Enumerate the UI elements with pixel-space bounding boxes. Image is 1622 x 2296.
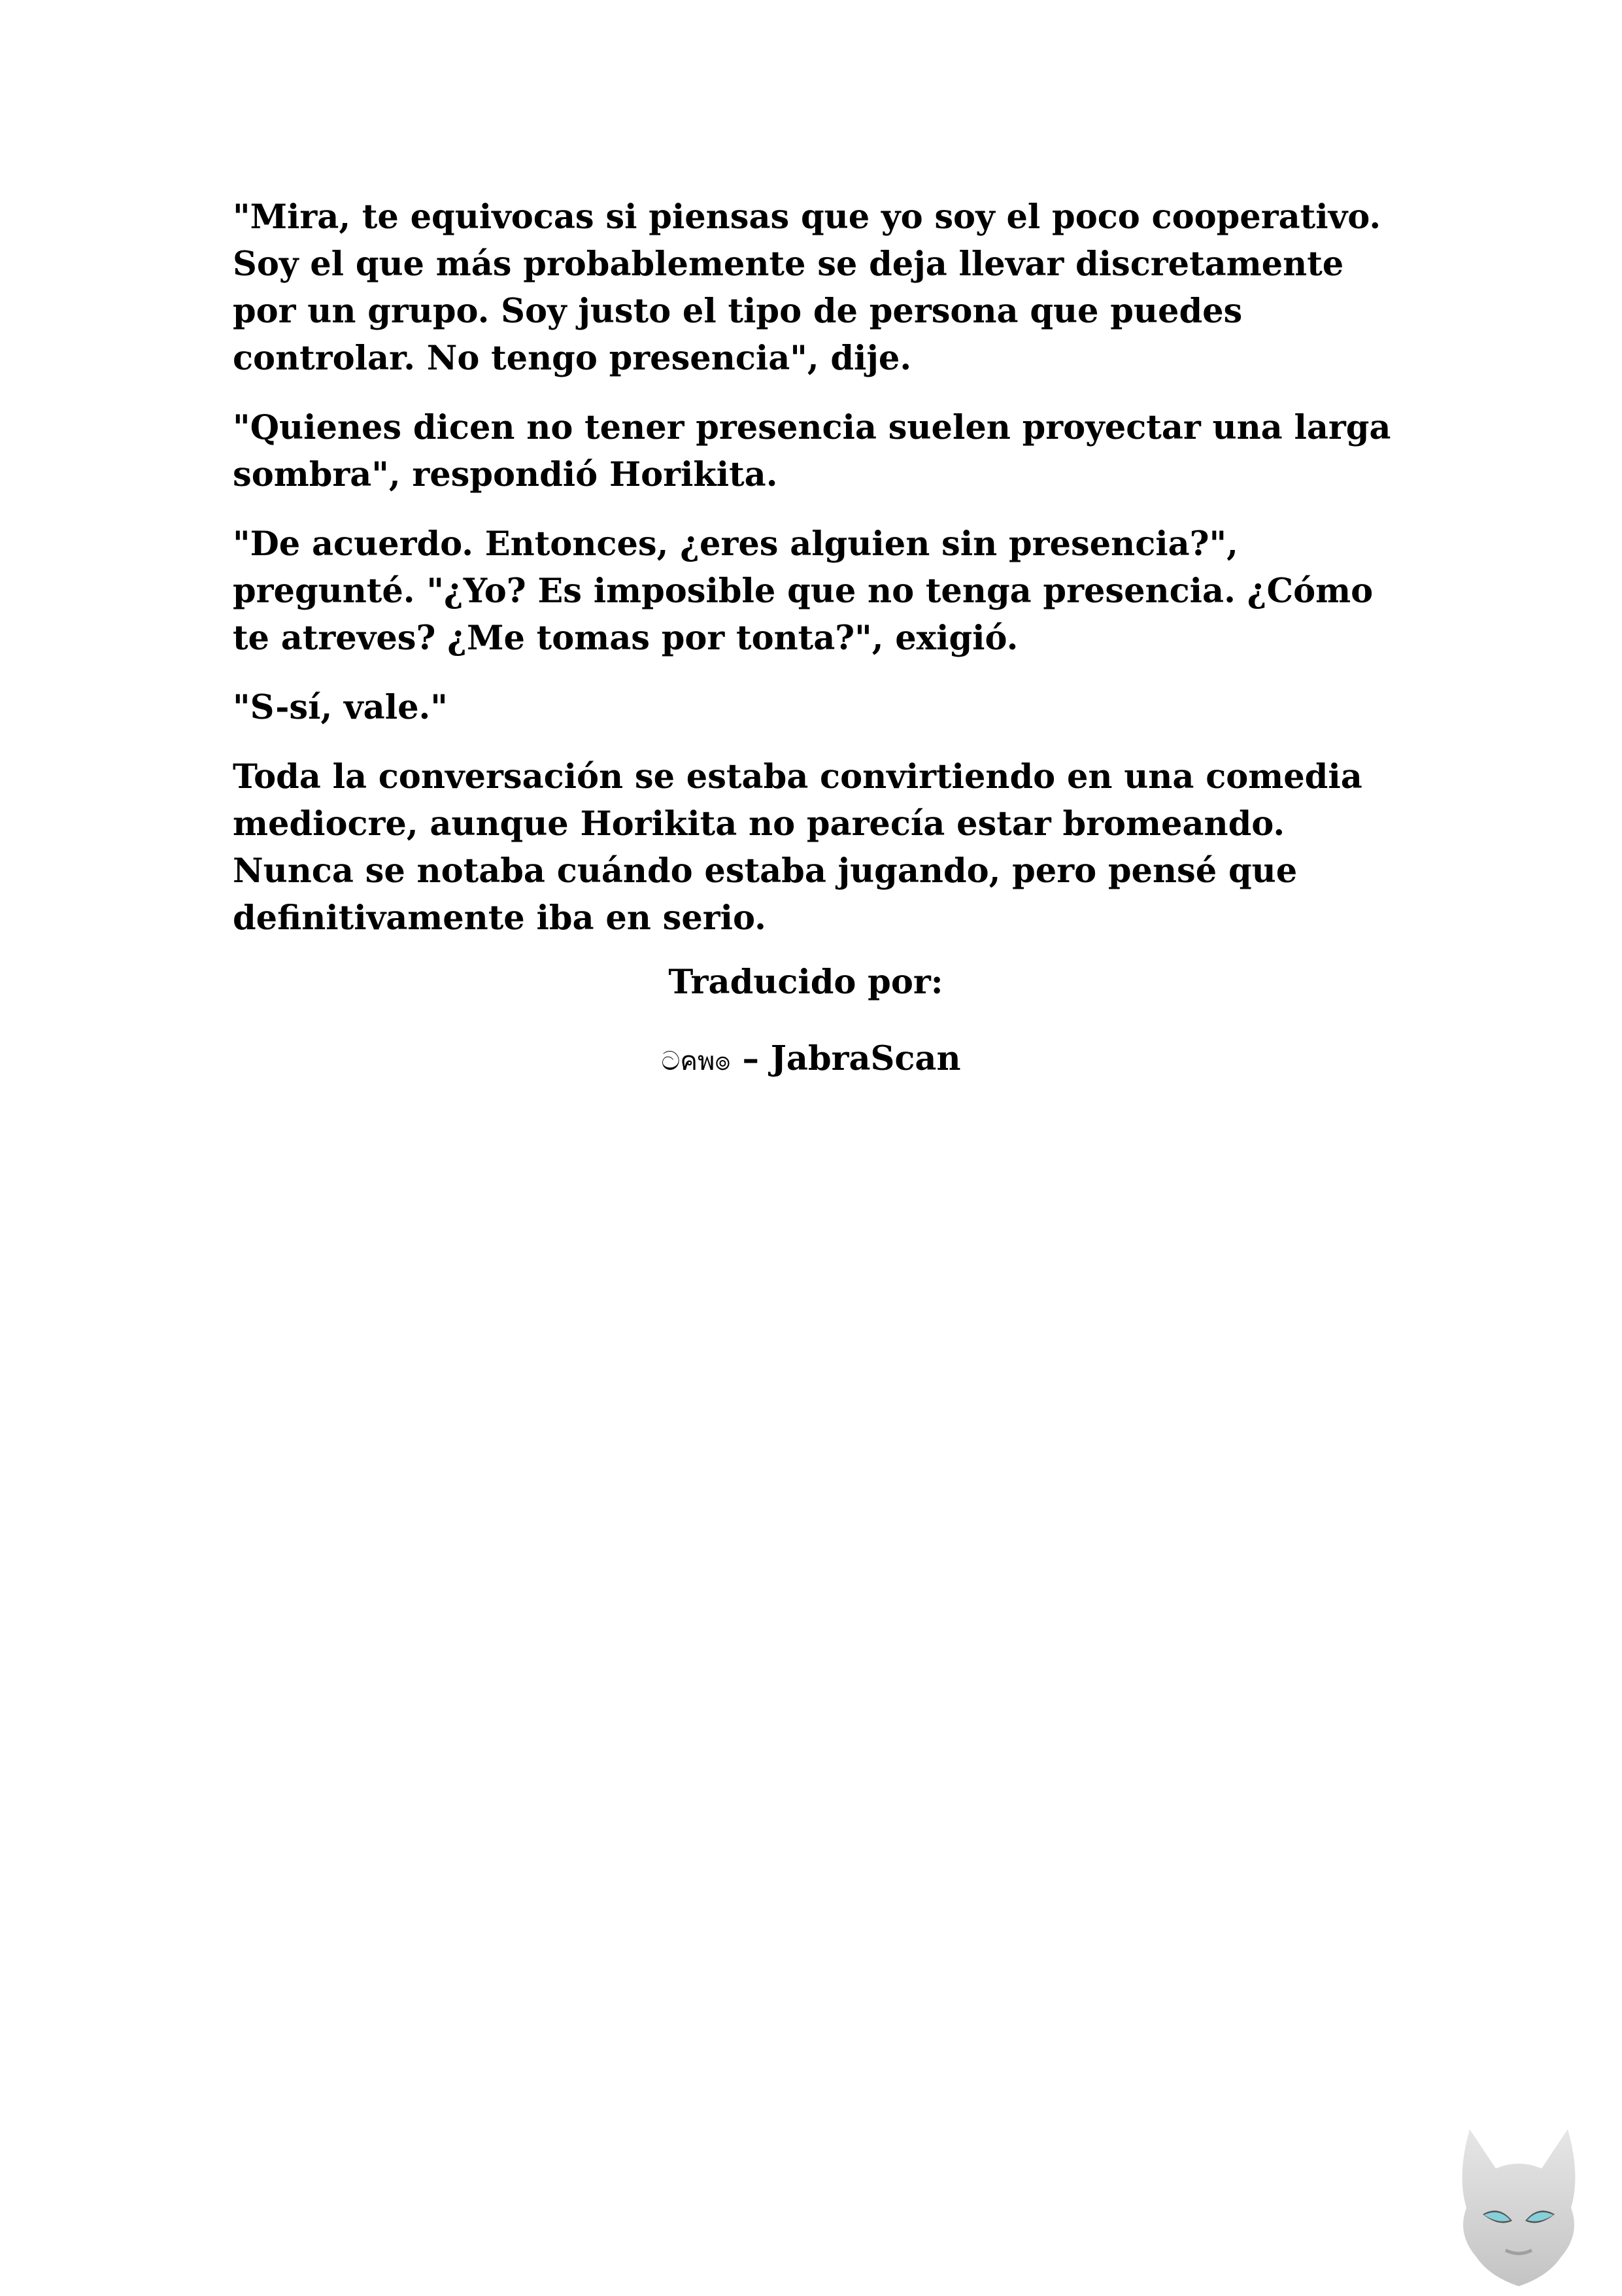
paragraph: Toda la conversación se estaba convirtiendo en una comedia mediocre, aunque Horikita no parecía estar bromeando. Nunca se notaba cuándo estaba jugando, pero pensé que definitivamente iba en serio. [233, 757, 1362, 938]
scan-group-name: JabraScan [770, 1039, 961, 1078]
demon-mask-icon [1444, 2123, 1594, 2293]
credits-title: Traducido por: [668, 963, 943, 1002]
body-text [233, 194, 1416, 964]
credits-separator: – [730, 1039, 771, 1078]
paragraph: "Mira, te equivocas si piensas que yo soy el poco cooperativo. Soy el que más probablemente se deja llevar discretamente por un grupo. Soy justo el tipo de persona que puedes controlar. No tengo presencia", dije. [233, 197, 1381, 378]
credits-line [0, 1035, 1622, 1085]
paragraph: "S-sí, vale." [233, 688, 448, 727]
translator-name: ටคพ๏ [661, 1046, 731, 1076]
paragraph: "Quienes dicen no tener presencia suelen proyectar una larga sombra", respondió Horikita. [233, 408, 1391, 494]
paragraph: "De acuerdo. Entonces, ¿eres alguien sin presencia?", pregunté. "¿Yo? Es imposible que no tenga presencia. ¿Cómo te atreves? ¿Me tomas por tonta?", exigió. [233, 524, 1374, 658]
